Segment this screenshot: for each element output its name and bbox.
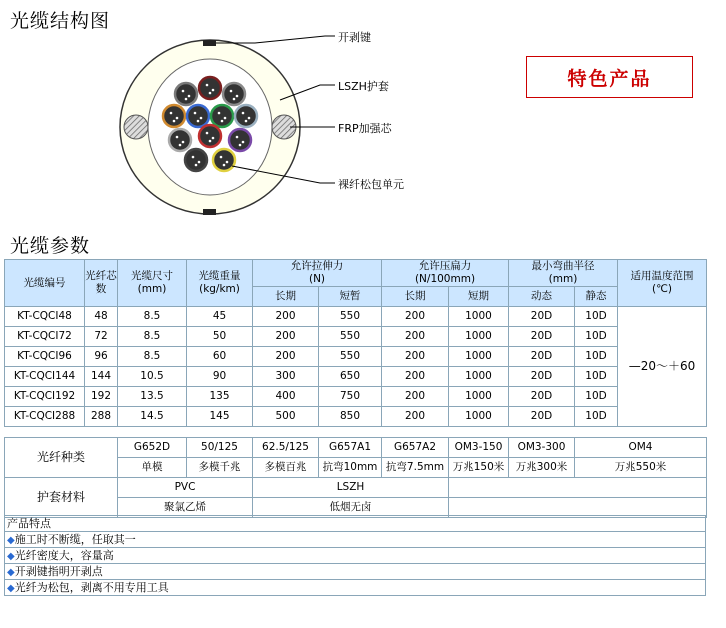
table-row: KT-CQCI192 192 13.5 135 400 750 200 1000 20D 10D (5, 387, 707, 407)
fiber-type-codes-row: 光纤种类 G652D 50/125 62.5/125 G657A1 G657A2 OM3-150 OM3-300 OM4 (5, 438, 707, 458)
callout-ripcord: 开剥键 (338, 31, 371, 44)
features-list (4, 515, 706, 596)
header-temp: 适用温度范围 (℃) (618, 260, 707, 307)
header-weight: 光缆重量 (kg/km) (187, 260, 253, 307)
list-item: ◆开剥键指明开剥点 (4, 564, 706, 580)
diamond-bullet-icon: ◆ (7, 551, 15, 562)
header-tensile: 允许拉伸力 (N) (253, 260, 382, 287)
spacer-row (5, 427, 707, 438)
fiber-type-label: 光纤种类 (5, 438, 118, 478)
header-tensile-long: 长期 (253, 287, 319, 307)
callout-unit: 裸纤松包单元 (338, 178, 404, 191)
temp-range: —20～＋60 (618, 307, 707, 427)
header-bend: 最小弯曲半径 (mm) (509, 260, 618, 287)
featured-product-badge: 特色产品 (526, 56, 693, 98)
jacket-names-row: 聚氯乙烯 低烟无卤 (5, 498, 707, 518)
diamond-bullet-icon: ◆ (7, 535, 15, 546)
jacket-codes-row: 护套材料 PVC LSZH (5, 478, 707, 498)
diamond-bullet-icon: ◆ (7, 567, 15, 578)
header-fiber-count: 光纤芯数 (85, 260, 118, 307)
header-tensile-short: 短暂 (319, 287, 382, 307)
ripcord-bottom (203, 209, 216, 215)
table-row: KT-CQCI96 96 8.5 60 200 550 200 1000 20D 10D (5, 347, 707, 367)
list-item: ◆施工时不断缆，任取其一 (4, 532, 706, 548)
jacket-material-label: 护套材料 (5, 478, 118, 518)
leader-ripcord (216, 36, 335, 43)
params-title: 光缆参数 (10, 235, 91, 257)
structure-title: 光缆结构图 (10, 10, 111, 32)
table-row: KT-CQCI48 48 8.5 45 200 550 200 1000 20D 10D —20～＋60 (5, 307, 707, 327)
diamond-bullet-icon: ◆ (7, 583, 15, 594)
table-row: KT-CQCI288 288 14.5 145 500 850 200 1000 20D 10D (5, 407, 707, 427)
header-size: 光缆尺寸 (mm) (118, 260, 187, 307)
list-item: ◆光纤密度大，容量高 (4, 548, 706, 564)
fiber-type-names-row: 单模 多模千兆 多模百兆 抗弯10mm 抗弯7.5mm 万兆150米 万兆300米 万兆550米 (5, 458, 707, 478)
header-bend-dynamic: 动态 (509, 287, 575, 307)
features-title: 产品特点 (4, 515, 706, 532)
spec-table (4, 259, 707, 518)
header-model: 光缆编号 (5, 260, 85, 307)
callout-jacket: LSZH护套 (338, 80, 389, 93)
header-crush: 允许压扁力 (N/100mm) (382, 260, 509, 287)
callout-frp: FRP加强芯 (338, 122, 392, 135)
table-row: KT-CQCI144 144 10.5 90 300 650 200 1000 20D 10D (5, 367, 707, 387)
ripcord-top (203, 40, 216, 46)
header-bend-static: 静态 (575, 287, 618, 307)
list-item: ◆光纤为松包，剥离不用专用工具 (4, 580, 706, 596)
table-row: KT-CQCI72 72 8.5 50 200 550 200 1000 20D 10D (5, 327, 707, 347)
frp-left (124, 115, 148, 139)
header-crush-long: 长期 (382, 287, 449, 307)
header-crush-short: 短期 (449, 287, 509, 307)
